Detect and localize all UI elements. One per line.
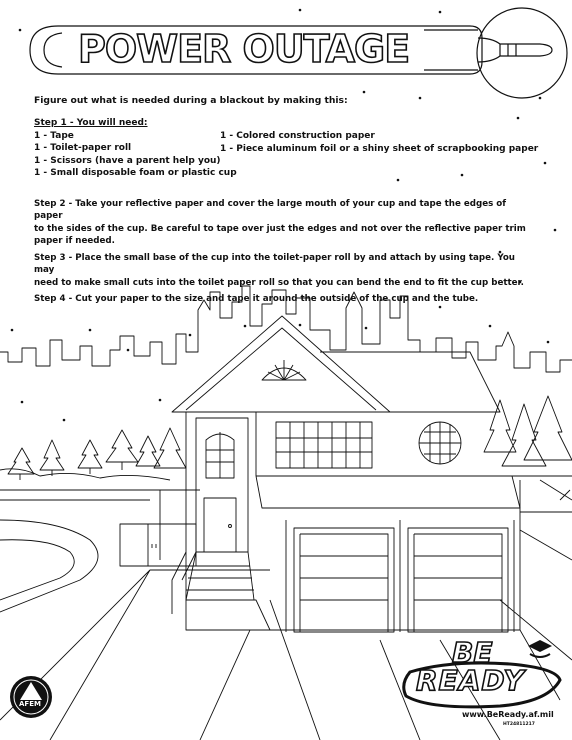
- ready-logo-text: READY: [416, 664, 525, 697]
- step4-text: Step 4 - Cut your paper to the size and tape it around the outside of the cup and the tube.: [34, 294, 479, 304]
- page-title: POWER OUTAGE: [78, 27, 410, 71]
- afem-seal: [10, 676, 52, 718]
- step1-materials-right: [220, 130, 538, 155]
- moon-circle: [477, 8, 567, 98]
- house-main-roof: [172, 316, 390, 412]
- step1-materials: [34, 117, 237, 180]
- step1-item: 1 - Piece aluminum foil or a shiny sheet of scrapbooking paper: [220, 143, 539, 154]
- flashlight-head: [478, 38, 552, 62]
- step1-item: 1 - Scissors (have a parent help you): [34, 155, 221, 166]
- step2-text: [34, 198, 534, 247]
- step2-line: paper if needed.: [34, 235, 115, 246]
- step1-item: 1 - Toilet-paper roll: [34, 143, 132, 153]
- website-link[interactable]: www.BeReady.af.mil: [462, 710, 554, 719]
- step2-line: to the sides of the cup. Be careful to tape over just the edges and not over the reflective paper trim: [34, 223, 526, 234]
- step3-line: Step 3 - Place the small base of the cup into the toilet-paper roll by and attach by using tape. You may: [34, 253, 515, 276]
- stair-railing: [172, 552, 196, 614]
- intro-text: Figure out what is needed during a blackout by making this:: [34, 95, 348, 106]
- be-logo-text: BE: [452, 636, 493, 669]
- document-code: HT24811217: [503, 722, 535, 727]
- step1-item: 1 - Small disposable foam or plastic cup: [34, 168, 237, 178]
- garage-doors: [294, 528, 508, 632]
- step1-item: 1 - Tape: [34, 130, 74, 141]
- afem-seal-label: AFEM: [19, 700, 41, 708]
- step1-title: Step 1 - You will need:: [34, 118, 148, 128]
- step3-text: [34, 252, 534, 289]
- step3-line: need to make small cuts into the toilet paper roll so that you can bend the end to fit the cup better.: [34, 277, 524, 288]
- step1-item: 1 - Colored construction paper: [220, 131, 375, 141]
- step2-line: Step 2 - Take your reflective paper and cover the large mouth of your cup and tape the edges of paper: [34, 199, 507, 222]
- house-side-roof: [320, 352, 500, 412]
